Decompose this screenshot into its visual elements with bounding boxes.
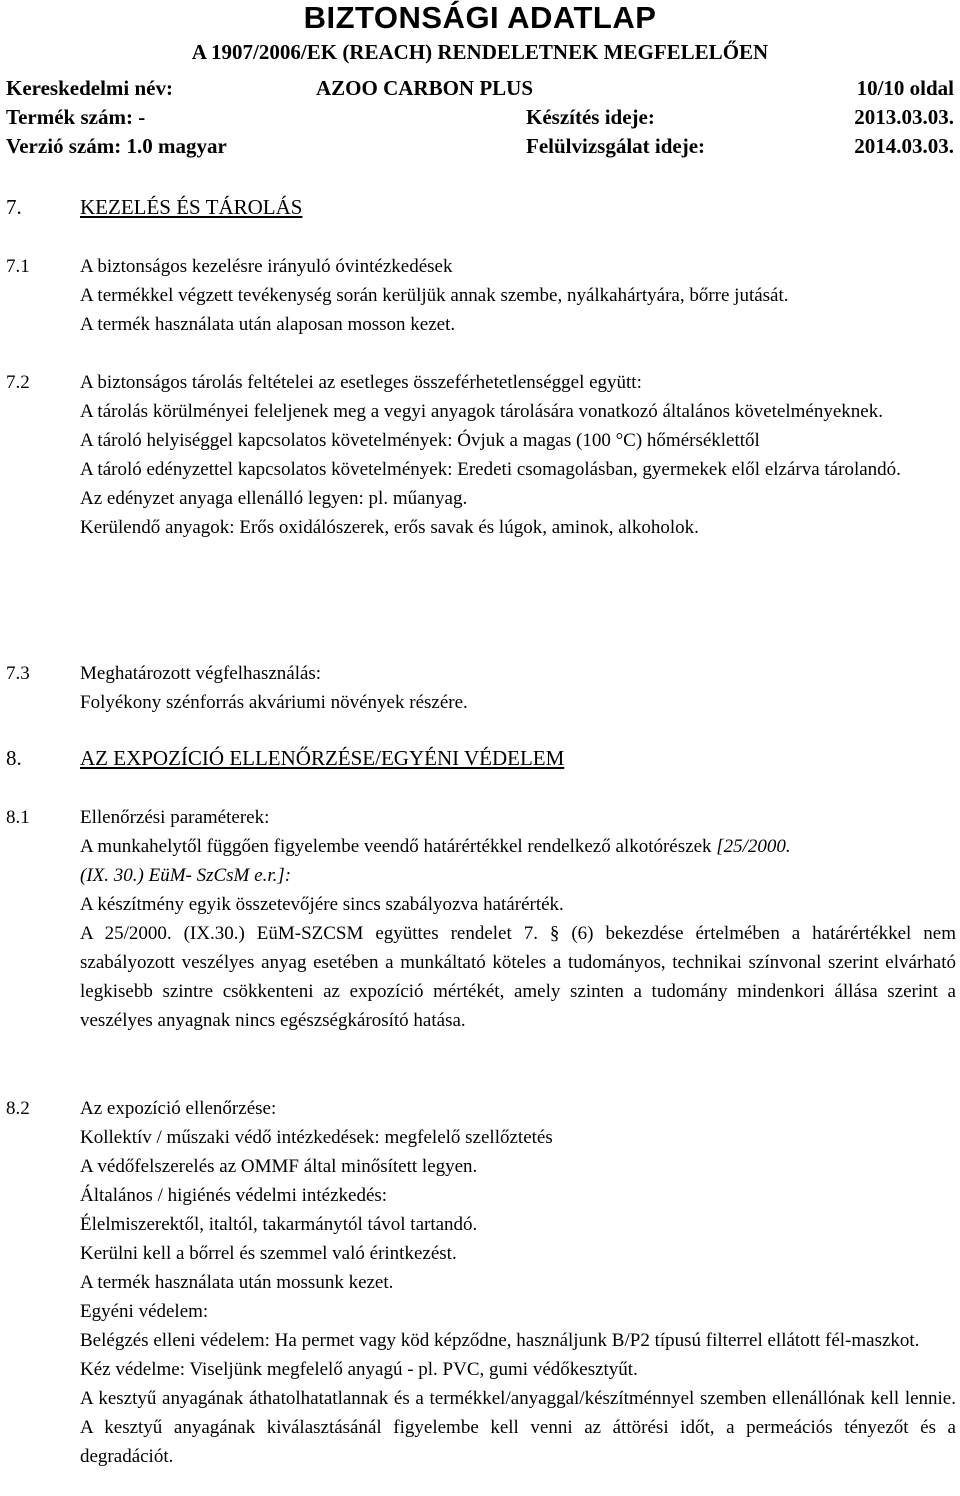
- section-8-1-number: 8.1: [6, 807, 30, 828]
- section-8-1-p1-text: A munkahelytől függően figyelembe veendő határértékkel rendelkező alkotórészek: [80, 836, 717, 857]
- section-8-1-title: Ellenőrzési paraméterek:: [80, 807, 270, 828]
- section-8-1-p3: A 25/2000. (IX.30.) EüM-SZCSM együttes rendelet 7. § (6) bekezdése értelmében a határértékkel nem szabályozott veszélyes anyag esetében a munkáltató köteles a tudományos, technikai színvonal szerint elvárható legkisebb szintre csökkenteni az expozíció mértékét, amely szinten a tudomány mindenkori állása szerint a veszélyes anyagnak nincs egészségkárosító hatása.: [80, 923, 956, 1031]
- trade-name-value: AZOO CARBON PLUS: [316, 76, 534, 100]
- section-7-1-p2: A termék használata után alaposan mosson kezet.: [80, 314, 456, 335]
- section-8-2-p4: Élelmiszerektől, italtól, takarmánytól távol tartandó.: [80, 1214, 478, 1235]
- section-7-2-p2: A tároló helyiséggel kapcsolatos követelmények: Óvjuk a magas (100 °C) hőmérséklettől: [80, 430, 760, 451]
- section-8-title: AZ EXPOZÍCIÓ ELLENŐRZÉSE/EGYÉNI VÉDELEM: [80, 746, 565, 770]
- created-label: Készítés ideje:: [526, 105, 655, 129]
- section-7-1-number: 7.1: [6, 256, 30, 277]
- section-8-2-body: [80, 1123, 956, 1471]
- section-7-2-p4: Az edényzet anyaga ellenálló legyen: pl. műanyag.: [80, 488, 468, 509]
- trade-name-label: Kereskedelmi név:: [6, 76, 173, 100]
- section-7-1-title: A biztonságos kezelésre irányuló óvintézkedések: [80, 256, 453, 277]
- document-title: BIZTONSÁGI ADATLAP: [303, 0, 657, 35]
- document-subtitle: A 1907/2006/EK (REACH) RENDELETNEK MEGFELELŐEN: [191, 40, 769, 64]
- section-8-2-p5: Kerülni kell a bőrrel és szemmel való érintkezést.: [80, 1243, 457, 1264]
- section-8-1-p1: [80, 832, 800, 890]
- section-8-2-p6: A termék használata után mossunk kezet.: [80, 1272, 394, 1293]
- created-date: 2013.03.03.: [854, 105, 954, 129]
- section-8-2-p2: A védőfelszerelés az OMMF által minősített legyen.: [80, 1156, 478, 1177]
- section-7-number: 7.: [6, 195, 22, 219]
- reviewed-label: Felülvizsgálat ideje:: [526, 134, 706, 158]
- section-7-2-number: 7.2: [6, 372, 30, 393]
- product-number-label: Termék szám: -: [6, 105, 146, 129]
- section-8-2-p3: Általános / higiénés védelmi intézkedés:: [80, 1185, 388, 1206]
- section-7-title: KEZELÉS ÉS TÁROLÁS: [80, 195, 303, 219]
- section-7-2-p5: Kerülendő anyagok: Erős oxidálószerek, erős savak és lúgok, aminok, alkoholok.: [80, 517, 699, 538]
- section-8-2-p1: Kollektív / műszaki védő intézkedések: megfelelő szellőztetés: [80, 1127, 553, 1148]
- section-7-3-body: [80, 688, 956, 717]
- section-7-3-number: 7.3: [6, 663, 30, 684]
- section-8-1-p2: A készítmény egyik összetevőjére sincs szabályozva határérték.: [80, 894, 564, 915]
- page-number: 10/10 oldal: [856, 76, 954, 100]
- personal-protection-title: Egyéni védelem:: [80, 1301, 209, 1322]
- section-8-number: 8.: [6, 746, 22, 770]
- section-8-2-title: Az expozíció ellenőrzése:: [80, 1098, 277, 1119]
- section-7-1-body: [80, 281, 956, 339]
- section-7-1-p1: A termékkel végzett tevékenység során kerüljük annak szembe, nyálkahártyára, bőrre jutását.: [80, 285, 789, 306]
- section-7-3-title: Meghatározott végfelhasználás:: [80, 663, 322, 684]
- section-7-2-body: [80, 397, 956, 542]
- section-7-2-p1: A tárolás körülményei feleljenek meg a vegyi anyagok tárolására vonatkozó általános követelményeknek.: [80, 401, 883, 422]
- version-label: Verzió szám: 1.0 magyar: [6, 134, 227, 158]
- section-7-2-title: A biztonságos tárolás feltételei az esetleges összeférhetetlenséggel együtt:: [80, 372, 642, 393]
- section-8-2-p8: Kéz védelme: Viseljünk megfelelő anyagú - pl. PVC, gumi védőkesztyűt.: [80, 1359, 638, 1380]
- section-8-1-p1-reference: [25/2000. (IX. 30.) EüM- SzCsM e.r.]:: [80, 836, 791, 886]
- section-8-2-p7: Belégzés elleni védelem: Ha permet vagy köd képződne, használjunk B/P2 típusú filterrel ellátott fél-maszkot.: [80, 1330, 920, 1351]
- section-7-3-p1: Folyékony szénforrás akváriumi növények részére.: [80, 692, 468, 713]
- section-8-2-p9: A kesztyű anyagának áthatolhatatlannak és a termékkel/anyaggal/készítménnyel szemben ellenállónak kell lennie. A kesztyű anyagának kiválasztásánál figyelembe kell venni az áttörési időt, a permeációs tényezőt és a degradációt.: [80, 1388, 956, 1467]
- section-7-2-p3: A tároló edényzettel kapcsolatos követelmények: Eredeti csomagolásban, gyermekek elől elzárva tárolandó.: [80, 459, 901, 480]
- reviewed-date: 2014.03.03.: [854, 134, 954, 158]
- section-8-1-body: [80, 832, 956, 1035]
- section-8-2-number: 8.2: [6, 1098, 30, 1119]
